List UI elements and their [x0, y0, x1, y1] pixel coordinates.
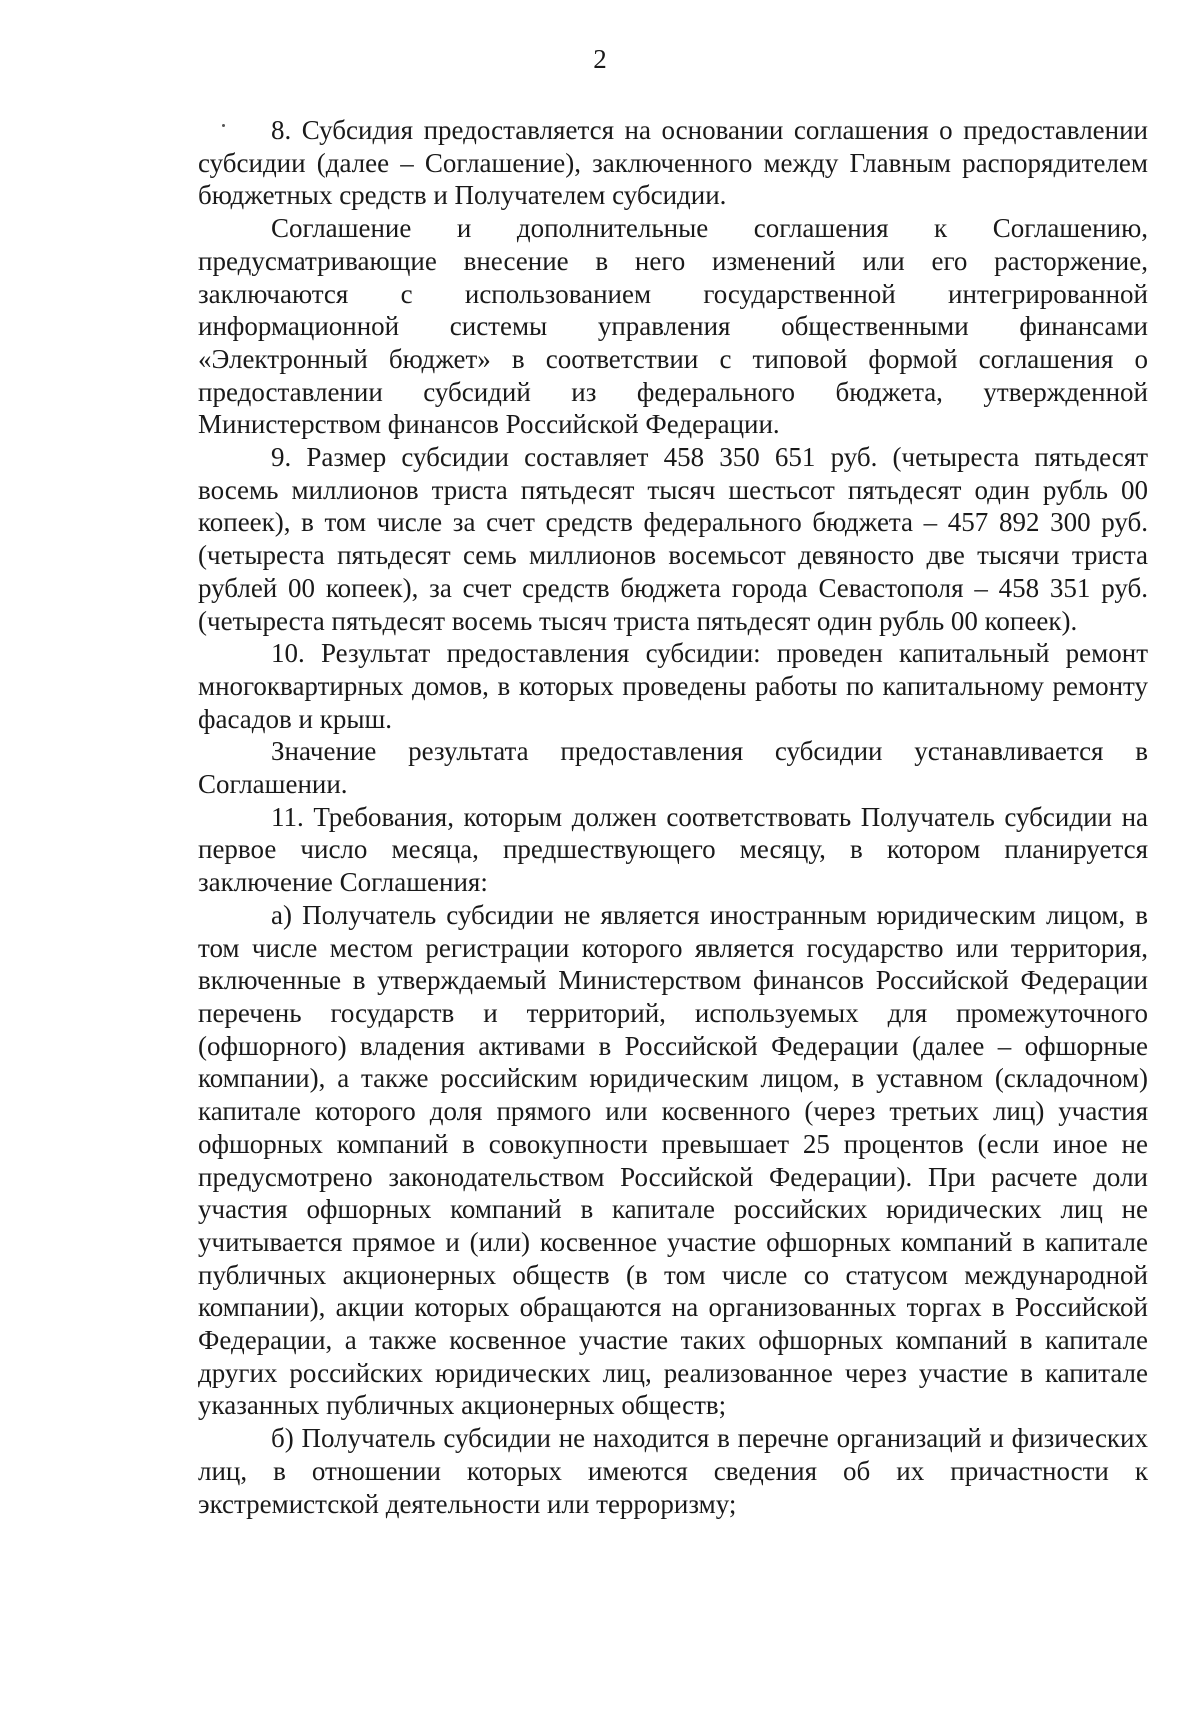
paragraph-11b: б) Получатель субсидии не находится в перечне организаций и физических лиц, в отношении которых имеются сведения об их причастности к экстремистской деятельности или терроризму; — [198, 1423, 1148, 1519]
paragraph-11: 11. Требования, которым должен соответствовать Получатель субсидии на первое число месяца, предшествующего месяцу, в котором планируется заключение Соглашения: — [198, 801, 1148, 898]
paragraph-agreement: Соглашение и дополнительные соглашения к Соглашению, предусматривающие внесение в него изменений или его расторжение, заключаются с использованием государственной интегрированной информационной системы управления общественными финансами «Электронный бюджет» в соответствии с типовой формой соглашения о предоставлении субсидий из федерального бюджета, утвержденной Министерством финансов Российской Федерации. — [198, 213, 1148, 440]
page-number: 2 — [593, 44, 607, 74]
paragraph-10: 10. Результат предоставления субсидии: проведен капитальный ремонт многоквартирных домов, в которых проведены работы по капитальному ремонту фасадов и крыш. — [198, 638, 1148, 734]
paragraph-11a: а) Получатель субсидии не является иностранным юридическим лицом, в том числе местом регистрации которого является государство или территория, включенные в утверждаемый Министерством финансов Российской Федерации перечень государств и территорий, используемых для промежуточного (офшорного) владения активами в Российской Федерации (далее – офшорные компании), а также российским юридическим лицом, в уставном (складочном) капитале которого доля прямого или косвенного (через третьих лиц) участия офшорных компаний в совокупности превышает 25 процентов (если иное не предусмотрено законодательством Российской Федерации). При расчете доли участия офшорных компаний в капитале российских юридических лиц не учитывается прямое и (или) косвенное участие офшорных компаний в капитале публичных акционерных обществ (в том числе со статусом международной компании), акции которых обращаются на организованных торгах в Российской Федерации, а также косвенное участие таких офшорных компаний в капитале других российских юридических лиц, реализованное через участие в капитале указанных публичных акционерных обществ; — [198, 899, 1148, 1421]
paragraph-result-value: Значение результата предоставления субсидии устанавливается в Соглашении. — [198, 736, 1148, 800]
paragraph-8: 8. Субсидия предоставляется на основании соглашения о предоставлении субсидии (далее – Соглашение), заключенного между Главным распорядителем бюджетных средств и Получателем субсидии. — [198, 115, 1148, 211]
document-body — [198, 114, 1148, 1520]
paragraph-9: 9. Размер субсидии составляет 458 350 651 руб. (четыреста пятьдесят восемь миллионов триста пятьдесят тысяч шестьсот пятьдесят один рубль 00 копеек), в том числе за счет средств федерального бюджета – 457 892 300 руб. (четыреста пятьдесят семь миллионов восемьсот девяносто две тысячи триста рублей 00 копеек), за счет средств бюджета города Севастополя – 458 351 руб. (четыреста пятьдесят восемь тысяч триста пятьдесят один рубль 00 копеек). — [198, 442, 1148, 636]
